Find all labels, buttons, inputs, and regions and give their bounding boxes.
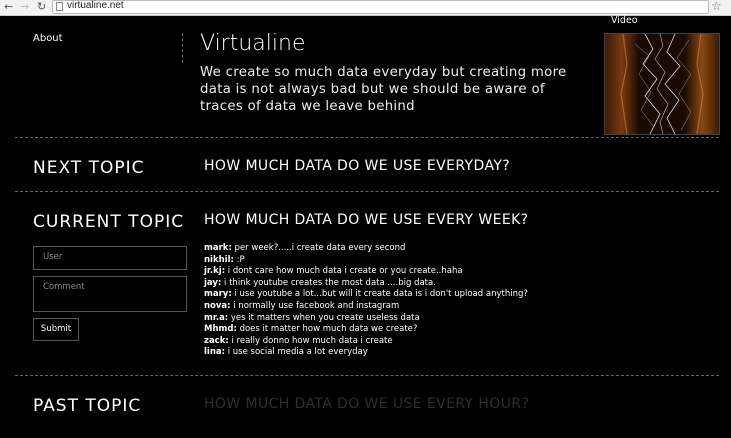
comment-item — [204, 301, 528, 313]
past-topic-question[interactable]: HOW MUCH DATA DO WE USE EVERY HOUR? — [204, 396, 530, 412]
comment-text: does it matter how much data we create? — [239, 324, 418, 335]
user-input[interactable] — [33, 246, 187, 270]
comment-placeholder: Comment — [43, 282, 85, 292]
comment-text: :P — [236, 254, 245, 265]
comment-user: jay: — [204, 277, 222, 288]
comment-text: i really donno how much data i create — [231, 335, 393, 346]
comment-item — [204, 313, 528, 325]
comment-item — [204, 289, 528, 301]
header-separator — [182, 33, 183, 63]
browser-toolbar — [0, 0, 731, 16]
comment-item — [204, 347, 528, 359]
comment-item — [204, 336, 528, 348]
section-divider — [15, 137, 719, 138]
url-text[interactable]: virtualine.net — [67, 0, 124, 11]
next-topic-question: HOW MUCH DATA DO WE USE EVERYDAY? — [204, 158, 511, 174]
comment-user: nova: — [204, 300, 231, 311]
comment-item — [204, 255, 528, 267]
comment-user: lina: — [204, 347, 226, 358]
comment-user: mary: — [204, 289, 232, 300]
comment-user: nikhil: — [204, 254, 234, 265]
comment-item — [204, 324, 528, 336]
comment-text: per week?.....i create data every second — [234, 243, 406, 253]
comment-text: i use social media a lot everyday — [227, 347, 368, 358]
back-arrow-icon[interactable]: ← — [4, 0, 14, 13]
forward-arrow-icon[interactable]: → — [20, 0, 30, 13]
comment-text: i use youtube a lot...but will it create data is i don't upload anything? — [234, 289, 528, 300]
comment-item — [204, 243, 528, 255]
comment-user: jr.kj: — [204, 266, 226, 277]
current-topic-question: HOW MUCH DATA DO WE USE EVERY WEEK? — [204, 212, 529, 228]
user-placeholder: User — [43, 252, 63, 262]
past-topic-heading: PAST TOPIC — [33, 396, 142, 416]
comment-text: i dont care how much data i create or you create..haha — [227, 266, 463, 277]
comment-text: i think youtube creates the most data ....big data. — [224, 277, 436, 288]
comment-text: yes it matters when you create useless data — [230, 312, 420, 323]
next-topic-heading: NEXT TOPIC — [33, 158, 145, 178]
comment-user: Mhmd: — [204, 324, 237, 335]
comment-list — [204, 243, 528, 359]
address-bar[interactable] — [52, 0, 709, 14]
page-icon — [56, 2, 63, 11]
video-label: Video — [611, 15, 638, 26]
about-link[interactable]: About — [33, 33, 63, 44]
submit-button[interactable]: Submit — [33, 318, 79, 341]
reload-icon[interactable]: ↻ — [37, 0, 47, 13]
site-title: Virtualine — [200, 31, 306, 56]
comment-user: zack: — [204, 335, 229, 346]
current-topic-heading: CURRENT TOPIC — [33, 212, 185, 232]
comment-textarea[interactable] — [33, 276, 187, 312]
comment-text: i normally use facebook and instagram — [233, 300, 400, 311]
comment-user: mr.a: — [204, 312, 229, 323]
video-thumbnail[interactable] — [604, 33, 720, 135]
site-tagline: We create so much data everyday but creating more data is not always bad but we should be aware of traces of data we leave behind — [200, 65, 567, 114]
bookmark-star-icon[interactable]: ☆ — [711, 0, 722, 13]
comment-item — [204, 266, 528, 278]
comment-user: mark: — [204, 243, 232, 253]
section-divider — [15, 191, 719, 192]
video-frame-art — [605, 34, 719, 134]
comment-item — [204, 278, 528, 290]
section-divider — [15, 375, 719, 376]
